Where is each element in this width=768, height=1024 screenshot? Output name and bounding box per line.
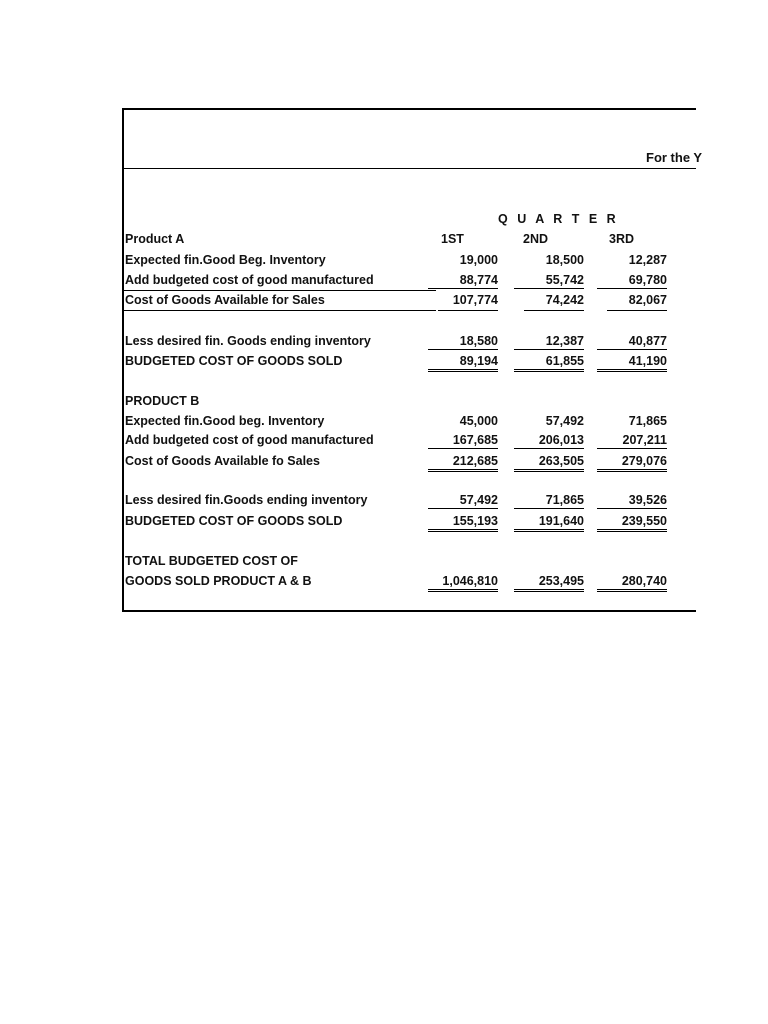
a-beg-inventory-q3: 12,287 [628,253,667,267]
b-available-q1: 212,685 [428,453,498,472]
product-b-title: PRODUCT B [125,394,200,408]
b-manufactured-q2: 206,013 [514,432,584,449]
a-manufactured-label: Add budgeted cost of good manufactured [125,273,374,287]
a-available-q1: 107,774 [452,293,498,307]
report-subtitle: For the Y [646,150,703,165]
b-manufactured-label: Add budgeted cost of good manufactured [125,433,374,447]
b-beg-inventory-q2: 57,492 [545,414,584,428]
a-manufactured-q2: 55,742 [514,272,584,289]
a-ending-inventory-q3: 40,877 [597,333,667,350]
total-label-line1: TOTAL BUDGETED COST OF [125,554,298,568]
a-beg-inventory-q2: 18,500 [545,253,584,267]
b-ending-inventory-q2: 71,865 [514,492,584,509]
b-cogs-q3: 239,550 [597,513,667,532]
b-beg-inventory-q3: 71,865 [628,414,667,428]
a-available-label: Cost of Goods Available for Sales [125,293,325,307]
a-ending-inventory-label: Less desired fin. Goods ending inventory [125,334,371,348]
a-available-q1-rule [438,310,498,311]
a-cogs-label: BUDGETED COST OF GOODS SOLD [125,354,343,368]
quarter-heading: Q U A R T E R [498,212,619,226]
b-available-q2: 263,505 [514,453,584,472]
a-available-q2-rule [524,310,584,311]
b-available-q3: 279,076 [597,453,667,472]
a-manufactured-q1: 88,774 [428,272,498,289]
b-beg-inventory-q1: 45,000 [459,414,498,428]
a-cogs-q1: 89,194 [428,353,498,372]
b-ending-inventory-label: Less desired fin.Goods ending inventory [125,493,368,507]
b-ending-inventory-q3: 39,526 [597,492,667,509]
b-available-label: Cost of Goods Available fo Sales [125,454,320,468]
total-label-line2: GOODS SOLD PRODUCT A & B [125,574,312,588]
column-2nd: 2ND [523,232,549,246]
a-beg-inventory-label: Expected fin.Good Beg. Inventory [125,253,326,267]
total-q2: 253,495 [514,573,584,592]
b-ending-inventory-q1: 57,492 [428,492,498,509]
total-q1: 1,046,810 [428,573,498,592]
a-rule-below-available [124,310,436,311]
a-cogs-q2: 61,855 [514,353,584,372]
column-3rd: 3RD [609,232,635,246]
a-ending-inventory-q2: 12,387 [514,333,584,350]
header-divider [124,168,696,169]
b-beg-inventory-label: Expected fin.Good beg. Inventory [125,414,325,428]
b-cogs-label: BUDGETED COST OF GOODS SOLD [125,514,343,528]
a-rule-above-available [124,290,436,291]
a-manufactured-q3: 69,780 [597,272,667,289]
product-a-title: Product A [125,232,185,246]
a-ending-inventory-q1: 18,580 [428,333,498,350]
a-available-q2: 74,242 [545,293,584,307]
a-available-q3-rule [607,310,667,311]
a-available-q3: 82,067 [628,293,667,307]
column-1st: 1ST [441,232,464,246]
b-cogs-q1: 155,193 [428,513,498,532]
b-cogs-q2: 191,640 [514,513,584,532]
total-q3: 280,740 [597,573,667,592]
a-cogs-q3: 41,190 [597,353,667,372]
b-manufactured-q3: 207,211 [597,432,667,449]
b-manufactured-q1: 167,685 [428,432,498,449]
a-beg-inventory-q1: 19,000 [459,253,498,267]
